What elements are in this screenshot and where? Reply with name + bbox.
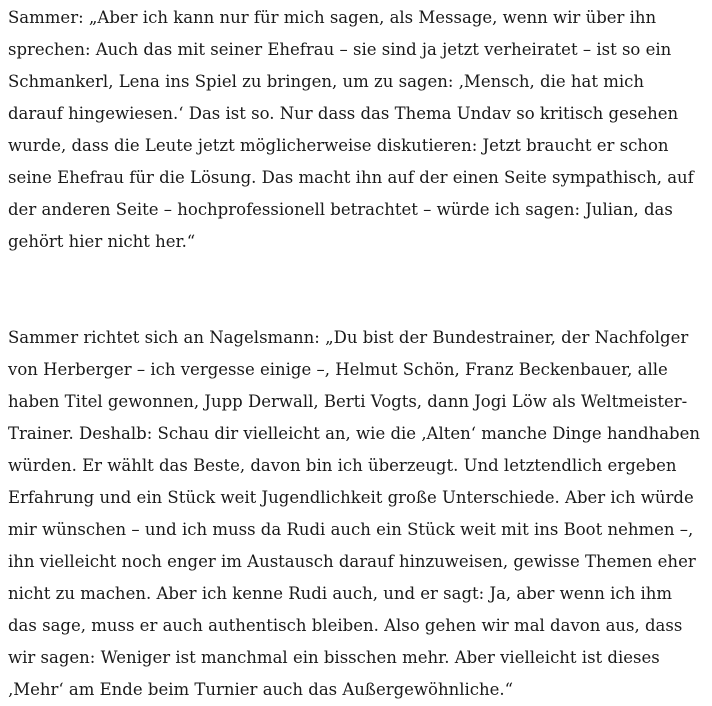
paragraph-sammer-ehefrau: Sammer: „Aber ich kann nur für mich sagen, als Message, wenn wir über ihn sprechen: Auch das mit seiner Ehefrau – sie sind ja jetzt verheiratet – ist so ein Schmankerl, Lena ins Spiel zu bringen, um zu sagen: ‚Mensch, die hat mich darauf hingewiesen.‘ Das ist so. Nur dass das Thema Undav so kritisch gesehen wurde, dass die Leute jetzt möglicherweise diskutieren: Jetzt braucht er schon seine Ehefrau für die Lösung. Das macht ihn auf der einen Seite sympathisch, auf der anderen Seite – hochprofessionell betrachtet – würde ich sagen: Julian, das gehört hier nicht her.“ (8, 8, 694, 251)
paragraph-sammer-nagelsmann: Sammer richtet sich an Nagelsmann: „Du bist der Bundestrainer, der Nachfolger von Herberger – ich vergesse einige –, Helmut Schön, Franz Beckenbauer, alle haben Titel gewonnen, Jupp Derwall, Berti Vogts, dann Jogi Löw als Weltmeister-Trainer. Deshalb: Schau dir vielleicht an, wie die ‚Alten‘ manche Dinge handhaben würden. Er wählt das Beste, davon bin ich überzeugt. Und letztendlich ergeben Erfahrung und ein Stück weit Jugendlichkeit große Unterschiede. Aber ich würde mir wünschen – und ich muss da Rudi auch ein Stück weit mit ins Boot nehmen –, ihn vielleicht noch enger im Austausch darauf hinzuweisen, gewisse Themen eher nicht zu machen. Aber ich kenne Rudi auch, und er sagt: Ja, aber wenn ich ihm das sage, muss er auch authentisch bleiben. Also gehen wir mal davon aus, dass wir sagen: Weniger ist manchmal ein bisschen mehr. Aber vielleicht ist dieses ‚Mehr‘ am Ende beim Turnier auch das Außergewöhnliche.“ (8, 328, 701, 699)
